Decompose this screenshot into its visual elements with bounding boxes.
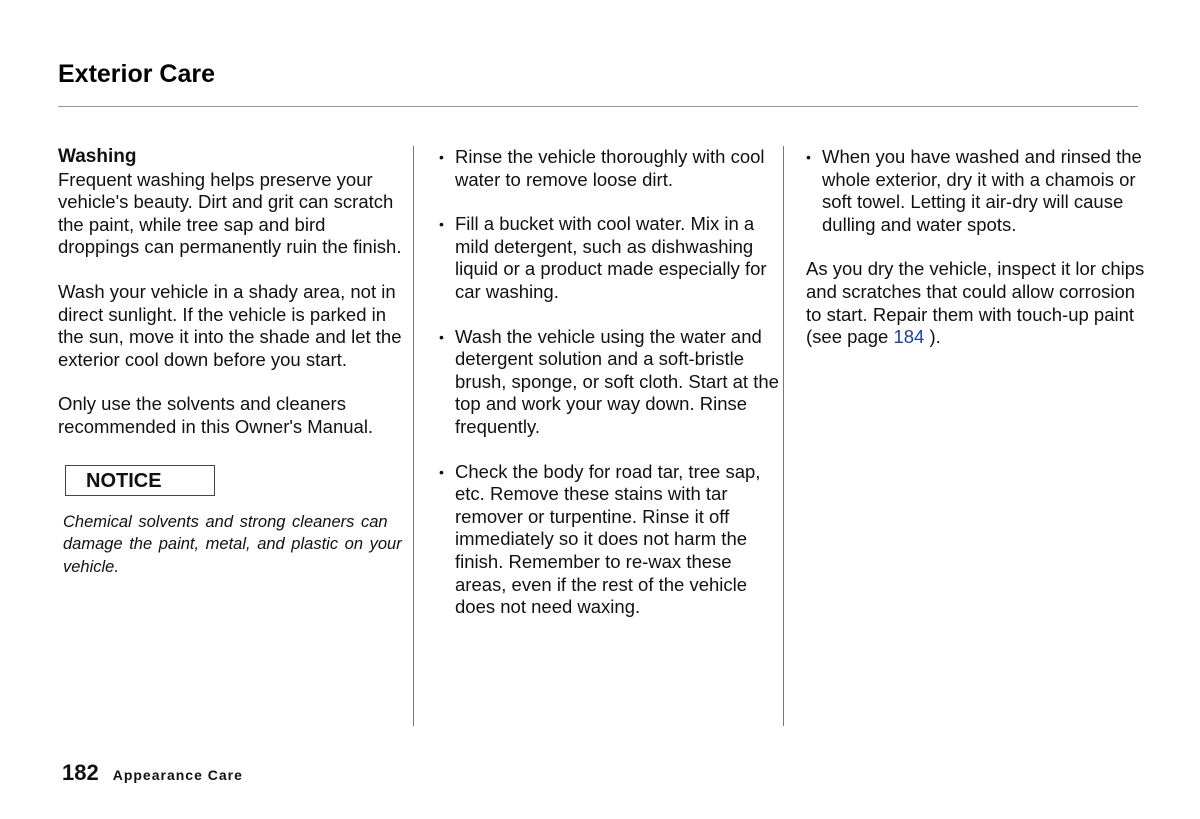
paragraph-inspect <box>806 258 1151 348</box>
bullet-icon: • <box>439 149 444 165</box>
list-item <box>806 146 1151 236</box>
bullet-icon: • <box>806 149 811 165</box>
notice-label: NOTICE <box>65 465 215 496</box>
page-footer <box>62 760 243 786</box>
page-number: 182 <box>62 760 99 785</box>
column-divider-right <box>783 146 784 726</box>
list-item <box>439 213 779 303</box>
page-title: Exterior Care <box>58 60 216 88</box>
paragraph-inspect-text: As you dry the vehicle, inspect it lor chips and scratches that could allow corrosion to start. Repair them with touch-up paint (see page <box>806 258 1145 348</box>
paragraph-shady-area: Wash your vehicle in a shady area, not in direct sunlight. If the vehicle is parked in the sun, move it into the shade and let the exterior cool down before you start. <box>58 280 402 370</box>
page-reference-link[interactable]: 184 <box>893 326 925 348</box>
list-item-text: Check the body for road tar, tree sap, etc. Remove these stains with tar remover or turpentine. Rinse it off immediately so it does not harm the finish. Remember to re-wax these areas, even if the rest of the vehicle does not need waxing. <box>455 460 761 618</box>
paragraph-solvents: Only use the solvents and cleaners recommended in this Owner's Manual. <box>58 393 374 437</box>
section-heading: Washing <box>58 146 137 167</box>
notice-text: Chemical solvents and strong cleaners can damage the paint, metal, and plastic on your vehicle. <box>63 512 402 576</box>
list-item-text: Fill a bucket with cool water. Mix in a mild detergent, such as dishwashing liquid or a product made especially for car washing. <box>455 213 767 302</box>
title-divider <box>58 106 1138 107</box>
paragraph-inspect-end: ). <box>924 326 941 348</box>
list-item-text: Rinse the vehicle thoroughly with cool water to remove loose dirt. <box>455 146 765 190</box>
list-item-text: When you have washed and rinsed the whole exterior, dry it with a chamois or soft towel. Letting it air-dry will cause dulling and water spots. <box>822 146 1142 235</box>
paragraph-frequent-washing: Frequent washing helps preserve your vehicle's beauty. Dirt and grit can scratch the paint, while tree sap and bird droppings can permanently ruin the finish. <box>58 168 402 258</box>
bullet-icon: • <box>439 328 444 345</box>
column-washing-steps <box>439 146 779 619</box>
bullet-icon: • <box>439 216 444 233</box>
column-drying <box>806 146 1151 349</box>
list-item-text: Wash the vehicle using the water and detergent solution and a soft-bristle brush, sponge, or soft cloth. Start at the top and work your way down. Rinse frequently. <box>455 325 779 437</box>
column-washing-intro <box>58 146 408 578</box>
bullet-icon: • <box>439 463 444 480</box>
column-divider-left <box>413 146 414 726</box>
list-item <box>439 461 779 619</box>
list-item <box>439 326 779 439</box>
list-item <box>439 146 779 191</box>
section-name: Appearance Care <box>112 767 243 783</box>
